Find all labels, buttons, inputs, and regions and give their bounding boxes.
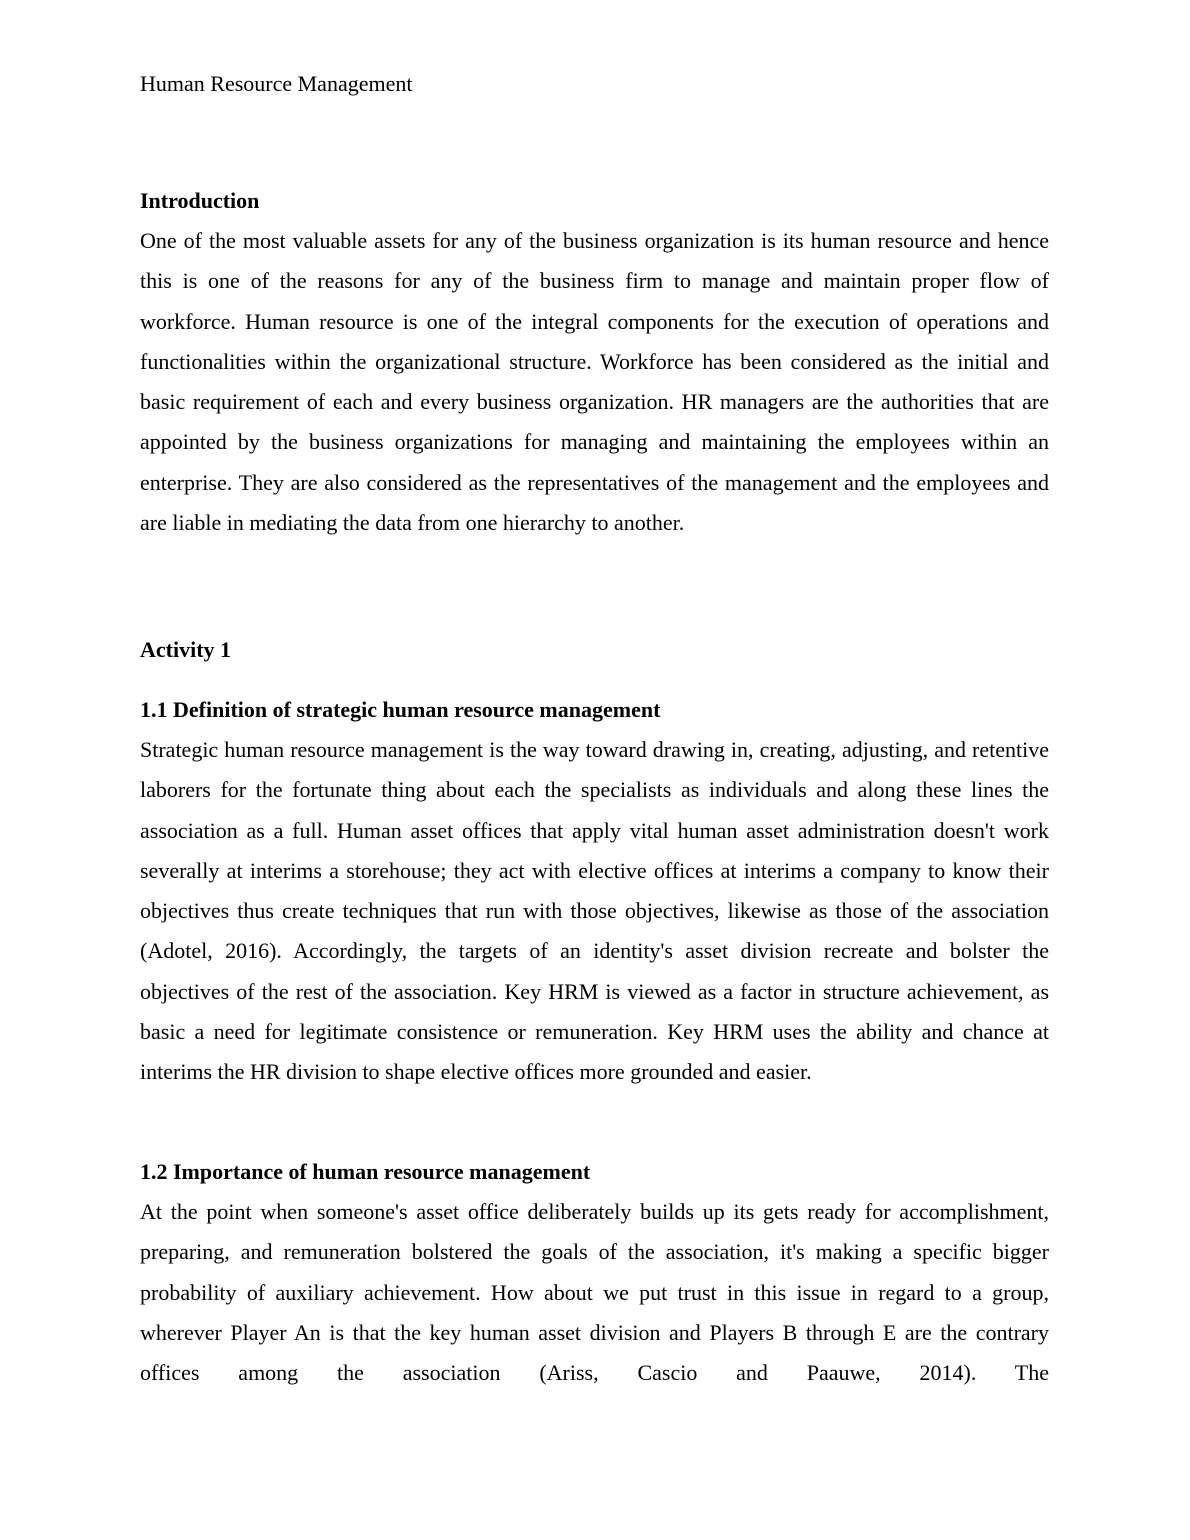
activity-1-heading: Activity 1 — [140, 637, 232, 662]
running-header: Human Resource Management — [140, 71, 413, 96]
section-1-1-heading: 1.1 Definition of strategic human resource management — [140, 697, 661, 722]
introduction-paragraph: One of the most valuable assets for any of the business organization is its human resource and hence this is one of the reasons for any of the business firm to manage and maintain proper flow of workforce. Human resource is one of the integral components for the execution of operations and functionalities within the organizational structure. Workforce has been considered as the initial and basic requirement of each and every business organization. HR managers are the authorities that are appointed by the business organizations for managing and maintaining the employees within an enterprise. They are also considered as the representatives of the management and the employees and are liable in mediating the data from one hierarchy to another. — [140, 228, 1049, 536]
section-1-2-heading: 1.2 Importance of human resource management — [140, 1159, 591, 1184]
section-1-2-paragraph: At the point when someone's asset office deliberately builds up its gets ready for accomplishment, preparing, and remuneration bolstered the goals of the association, it's making a specific bigger probability of auxiliary achievement. How about we put trust in this issue in regard to a group, wherever Player An is that the key human asset division and Players B through E are the contrary offices among the association (Ariss, Cascio and Paauwe, 2014). The — [140, 1199, 1049, 1386]
section-1-1-paragraph: Strategic human resource management is the way toward drawing in, creating, adjusting, and retentive laborers for the fortunate thing about each the specialists as individuals and along these lines the association as a full. Human asset offices that apply vital human asset administration doesn't work severally at interims a storehouse; they act with elective offices at interims a company to know their objectives thus create techniques that run with those objectives, likewise as those of the association (Adotel, 2016). Accordingly, the targets of an identity's asset division recreate and bolster the objectives of the rest of the association. Key HRM is viewed as a factor in structure achievement, as basic a need for legitimate consistence or remuneration. Key HRM uses the ability and chance at interims the HR division to shape elective offices more grounded and easier. — [140, 737, 1049, 1085]
introduction-heading: Introduction — [140, 188, 260, 213]
